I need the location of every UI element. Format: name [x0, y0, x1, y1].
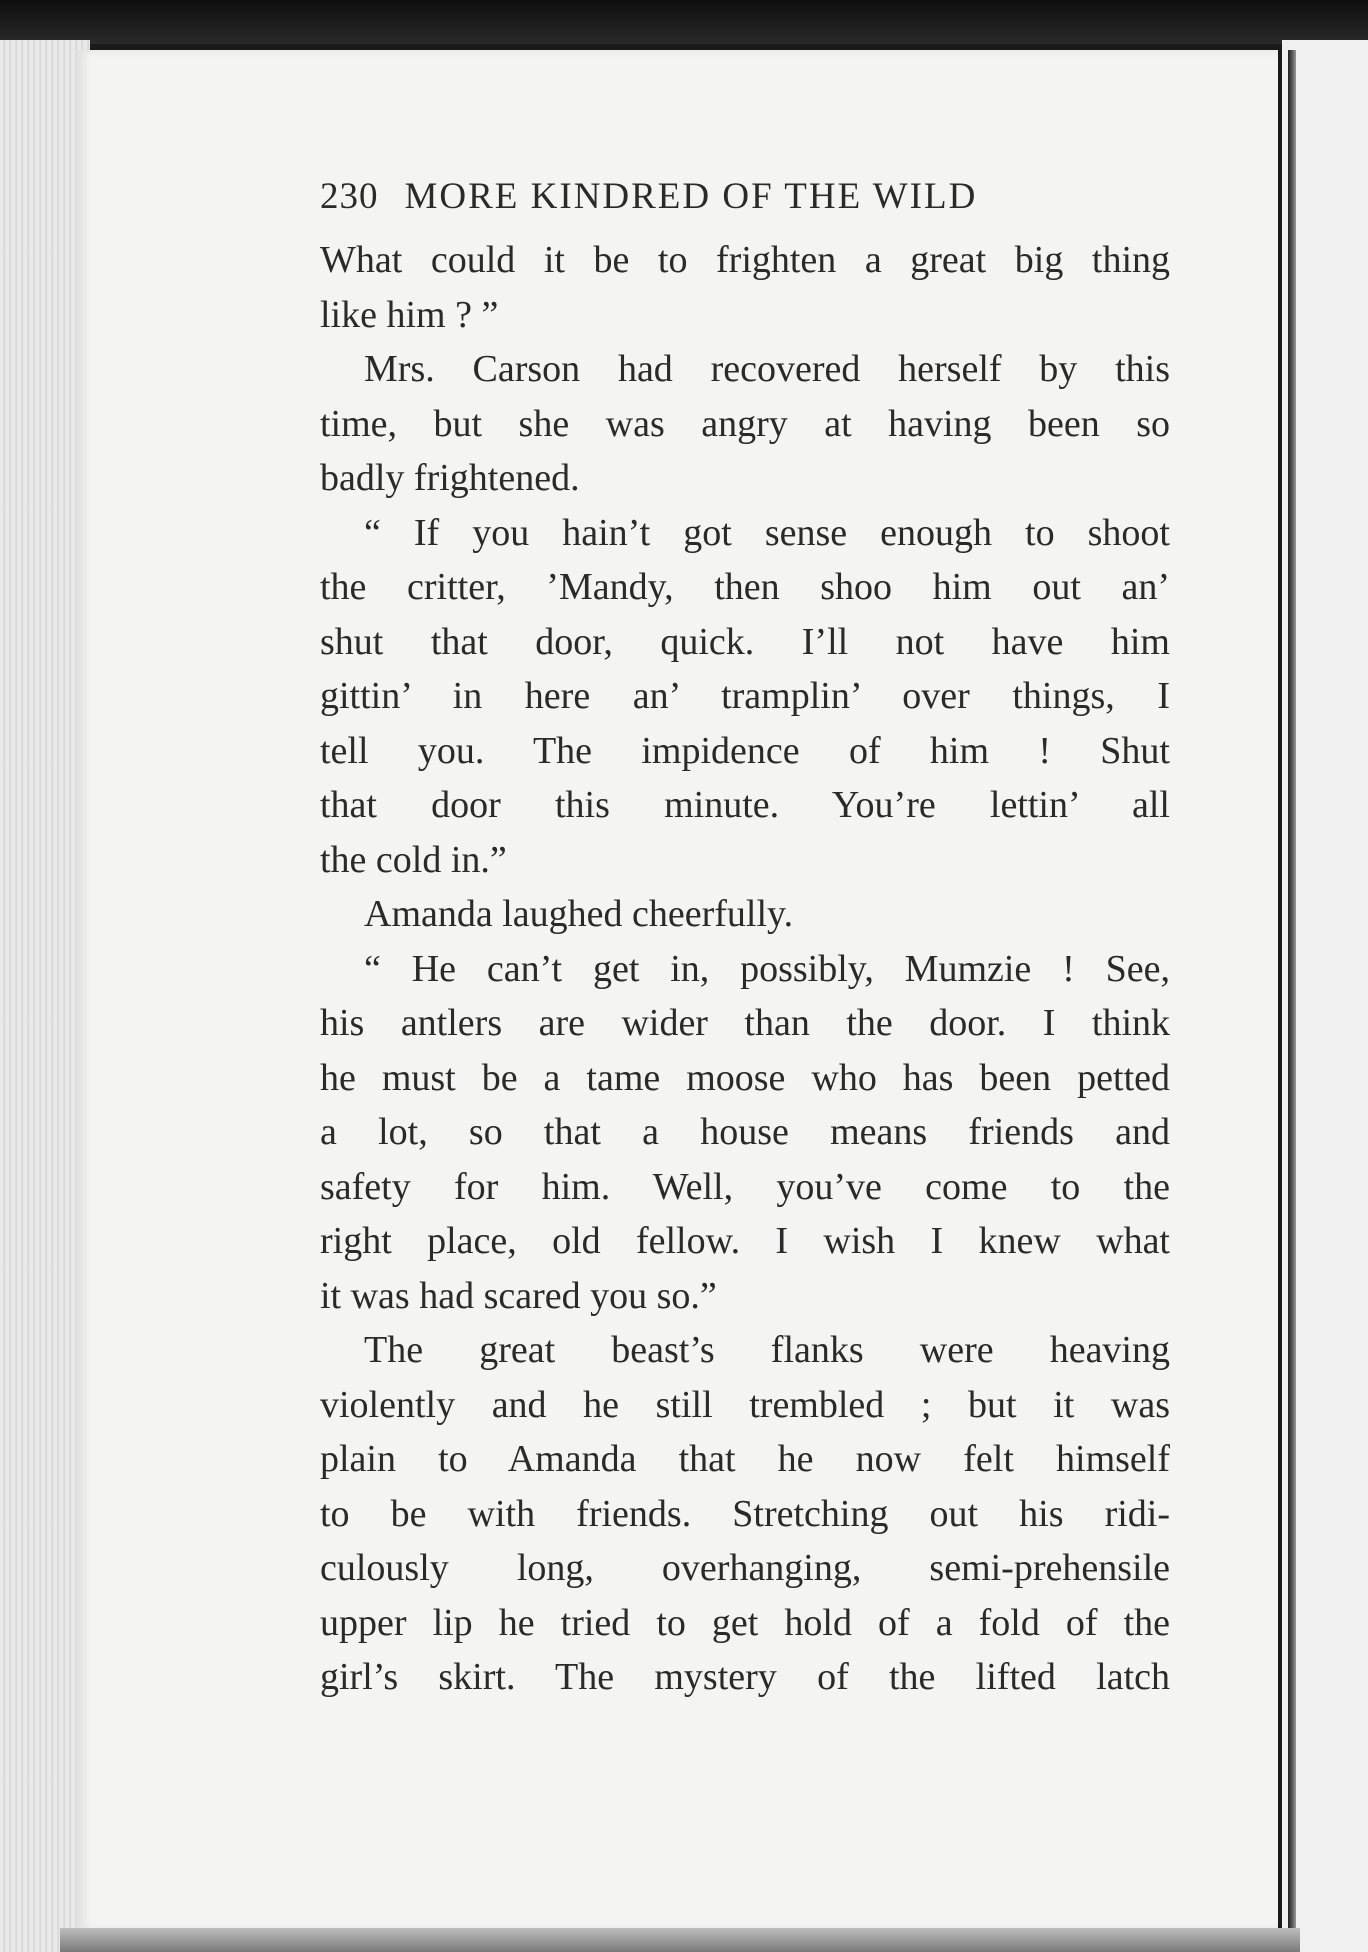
text-line: tell you. The impidence of him ! Shut [320, 729, 1170, 772]
text-line: The great beast’s flanks were heaving [364, 1329, 1170, 1371]
paragraph [320, 887, 1170, 942]
text-line: girl’s skirt. The mystery of the lifted latch [320, 1656, 1170, 1698]
body-text [320, 233, 1170, 1705]
page-text-block [320, 175, 1170, 1705]
text-line: it was had scared you so.” [320, 1274, 717, 1317]
text-line: plain to Amanda that he now felt himself [320, 1438, 1170, 1480]
text-line: What could it be to frighten a great big thing [320, 239, 1170, 281]
text-line: upper lip he tried to get hold of a fold of the [320, 1601, 1170, 1644]
text-line: to be with friends. Stretching out his ridi- [320, 1492, 1170, 1535]
paragraph [320, 233, 1170, 342]
text-line: violently and he still trembled ; but it was [320, 1383, 1170, 1426]
text-line: shut that door, quick. I’ll not have him [320, 620, 1170, 663]
text-line: the cold in.” [320, 838, 507, 881]
paragraph [320, 342, 1170, 506]
running-title: MORE KINDRED OF THE WILD [404, 176, 978, 217]
text-line: “ He can’t get in, possibly, Mumzie ! See, [364, 947, 1170, 990]
text-line: that door this minute. You’re lettin’ all [320, 784, 1170, 826]
text-line: “ If you hain’t got sense enough to shoot [364, 511, 1170, 554]
page-number: 230 [320, 176, 379, 217]
text-line: safety for him. Well, you’ve come to the [320, 1165, 1170, 1208]
text-line: right place, old fellow. I wish I knew what [320, 1220, 1170, 1262]
running-head [320, 175, 1170, 229]
paragraph [320, 942, 1170, 1324]
text-line: Amanda laughed cheerfully. [364, 893, 794, 935]
text-line: a lot, so that a house means friends and [320, 1111, 1170, 1153]
paragraph [320, 1323, 1170, 1705]
text-line: like him ? ” [320, 293, 499, 336]
scan-top-edge [0, 0, 1368, 44]
text-line: his antlers are wider than the door. I think [320, 1002, 1170, 1044]
text-line: the critter, ’Mandy, then shoo him out an’ [320, 566, 1170, 608]
text-line: culously long, overhanging, semi-prehensile [320, 1547, 1170, 1589]
text-line: badly frightened. [320, 457, 580, 499]
text-line: gittin’ in here an’ tramplin’ over things, I [320, 675, 1170, 717]
book-binding-shadow [1288, 50, 1296, 1930]
page-stack-edge [0, 40, 90, 1952]
text-line: time, but she was angry at having been so [320, 402, 1170, 445]
scan-bottom-edge [60, 1928, 1300, 1952]
paragraph [320, 506, 1170, 888]
text-line: he must be a tame moose who has been petted [320, 1056, 1170, 1099]
text-line: Mrs. Carson had recovered herself by this [364, 348, 1170, 390]
